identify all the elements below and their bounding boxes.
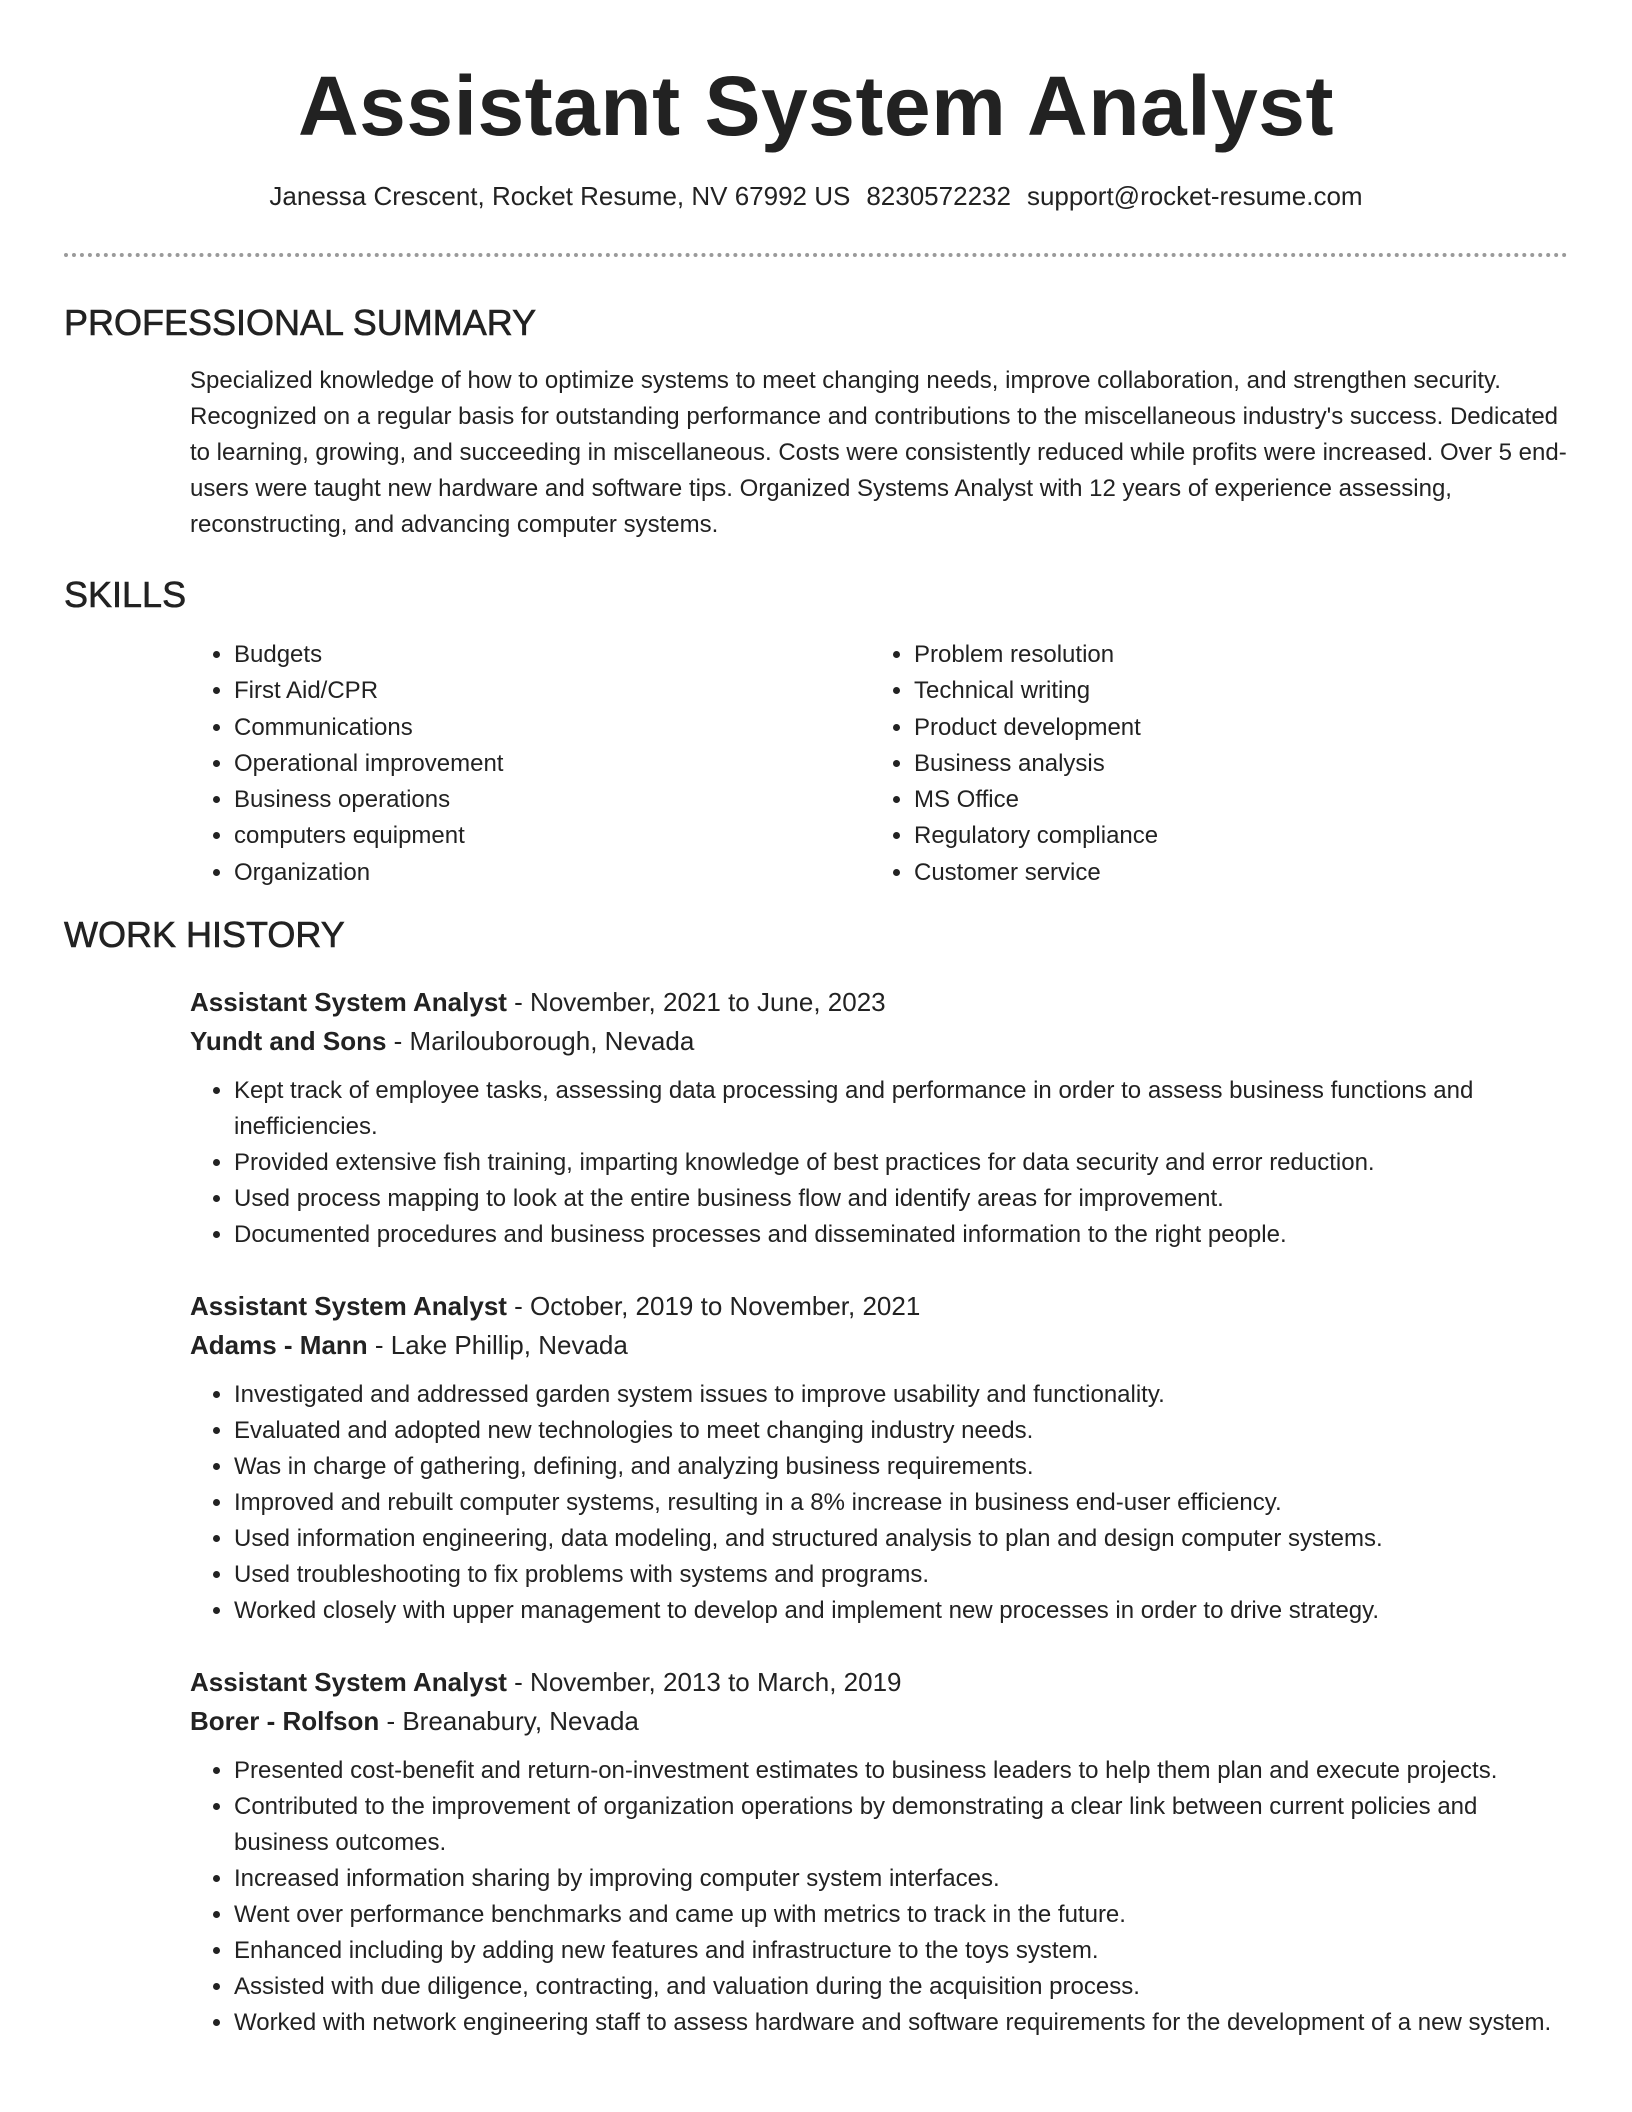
job-company-line — [190, 1702, 1568, 1741]
summary-heading: PROFESSIONAL SUMMARY — [64, 302, 537, 343]
skills-list — [190, 637, 1568, 891]
job-company: Adams - Mann — [190, 1330, 368, 1361]
job-bullet: • Worked with network engineering staff to assess hardware and software requirements for the development of a new system. — [234, 2005, 1568, 2041]
contact-line — [64, 180, 1568, 212]
job-bullet: • Presented cost-benefit and return-on-investment estimates to business leaders to help them plan and execute projects. — [234, 1753, 1568, 1789]
skill-item: • Operational improvement — [234, 746, 870, 782]
skill-item: • computers equipment — [234, 818, 870, 854]
skill-item: • Product development — [914, 710, 1550, 746]
job-bullet: • Evaluated and adopted new technologies to meet changing industry needs. — [234, 1413, 1568, 1449]
skill-item: • Organization — [234, 855, 870, 891]
job-role: Assistant System Analyst — [190, 987, 507, 1018]
job-bullet: • Kept track of employee tasks, assessing data processing and performance in order to assess business functions and inefficiencies. — [234, 1073, 1568, 1145]
skill-item: • Customer service — [914, 855, 1550, 891]
job-bullets — [190, 1753, 1568, 2041]
job-bullet: • Used process mapping to look at the entire business flow and identify areas for improvement. — [234, 1181, 1568, 1217]
job-bullet: • Used information engineering, data modeling, and structured analysis to plan and design computer systems. — [234, 1521, 1568, 1557]
job-location: - Breanabury, Nevada — [379, 1706, 639, 1737]
skill-item: • Communications — [234, 710, 870, 746]
job-dates: - November, 2021 to June, 2023 — [506, 987, 886, 1018]
job-company-line — [190, 1022, 1568, 1061]
job-entry — [190, 1663, 1568, 2041]
job-bullet: • Improved and rebuilt computer systems, resulting in a 8% increase in business end-user efficiency. — [234, 1485, 1568, 1521]
job-dates: - November, 2013 to March, 2019 — [506, 1667, 902, 1698]
job-location: - Lake Phillip, Nevada — [367, 1330, 628, 1361]
resume-name: Assistant System Analyst — [298, 59, 1334, 153]
job-dates: - October, 2019 to November, 2021 — [506, 1291, 921, 1322]
job-role-line — [190, 983, 1568, 1022]
job-company: Yundt and Sons — [190, 1026, 387, 1057]
job-bullet: • Used troubleshooting to fix problems with systems and programs. — [234, 1557, 1568, 1593]
skills-column-left — [190, 637, 870, 891]
job-bullet: • Provided extensive fish training, imparting knowledge of best practices for data security and error reduction. — [234, 1145, 1568, 1181]
job-bullet: • Investigated and addressed garden system issues to improve usability and functionality. — [234, 1377, 1568, 1413]
header-divider — [64, 253, 1568, 257]
skill-item: • Problem resolution — [914, 637, 1550, 673]
job-role-line — [190, 1287, 1568, 1326]
job-company-line — [190, 1326, 1568, 1365]
job-role-line — [190, 1663, 1568, 1702]
skill-item: • Regulatory compliance — [914, 818, 1550, 854]
skill-item: • Business analysis — [914, 746, 1550, 782]
skill-item: • Business operations — [234, 782, 870, 818]
job-bullet: • Went over performance benchmarks and came up with metrics to track in the future. — [234, 1897, 1568, 1933]
skill-item: • MS Office — [914, 782, 1550, 818]
job-entry — [190, 1287, 1568, 1629]
contact-address: Janessa Crescent, Rocket Resume, NV 67992 US — [269, 181, 851, 211]
job-bullet: • Worked closely with upper management to develop and implement new processes in order to drive strategy. — [234, 1593, 1568, 1629]
skills-column-right — [870, 637, 1550, 891]
job-company: Borer - Rolfson — [190, 1706, 380, 1737]
job-role: Assistant System Analyst — [190, 1291, 507, 1322]
skill-item: • Budgets — [234, 637, 870, 673]
job-location: - Marilouborough, Nevada — [386, 1026, 695, 1057]
summary-text: Specialized knowledge of how to optimize systems to meet changing needs, improve collaboration, and strengthen security. Recognized on a regular basis for outstanding performance and contributions to the miscellaneous industry's success. Dedicated to learning, growing, and succeeding in miscellaneous. Costs were consistently reduced while profits were increased. Over 5 end-users were taught new hardware and software tips. Organized Systems Analyst with 12 years of experience assessing, reconstructing, and advancing computer systems. — [190, 367, 1567, 538]
job-bullet: • Contributed to the improvement of organization operations by demonstrating a clear link between current policies and business outcomes. — [234, 1789, 1568, 1861]
skill-item: • Technical writing — [914, 673, 1550, 709]
contact-email: support@rocket-resume.com — [1026, 181, 1363, 211]
skill-item: • First Aid/CPR — [234, 673, 870, 709]
job-bullet: • Documented procedures and business processes and disseminated information to the right people. — [234, 1217, 1568, 1253]
job-bullets — [190, 1377, 1568, 1629]
job-bullet: • Assisted with due diligence, contracting, and valuation during the acquisition process. — [234, 1969, 1568, 2005]
job-bullet: • Was in charge of gathering, defining, and analyzing business requirements. — [234, 1449, 1568, 1485]
job-bullet: • Enhanced including by adding new features and infrastructure to the toys system. — [234, 1933, 1568, 1969]
job-bullets — [190, 1073, 1568, 1253]
work-history-heading: WORK HISTORY — [64, 914, 345, 956]
job-bullet: • Increased information sharing by improving computer system interfaces. — [234, 1861, 1568, 1897]
job-entry — [190, 983, 1568, 1253]
job-role: Assistant System Analyst — [190, 1667, 507, 1698]
contact-phone: 8230572232 — [866, 181, 1011, 211]
skills-heading: SKILLS — [64, 574, 187, 615]
